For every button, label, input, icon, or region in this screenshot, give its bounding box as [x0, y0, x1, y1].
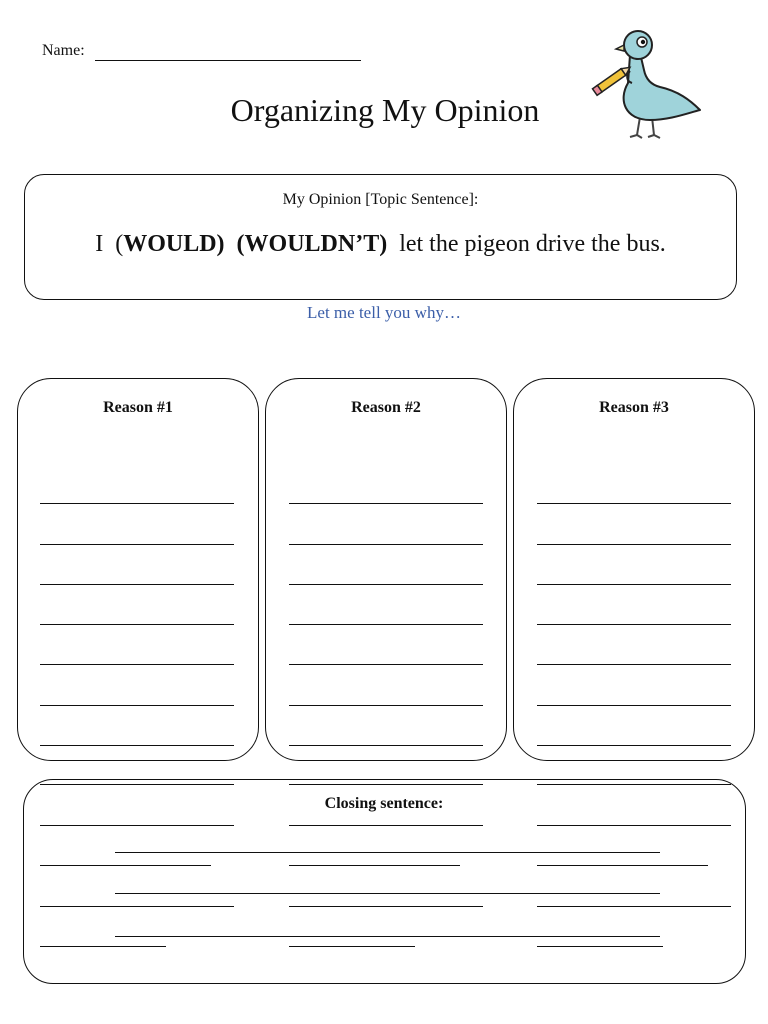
reason-title: Reason #1	[103, 399, 173, 416]
write-line[interactable]	[289, 825, 483, 826]
write-line[interactable]	[40, 503, 234, 504]
write-line[interactable]	[289, 624, 483, 625]
write-line[interactable]	[537, 865, 708, 866]
option-wouldnt[interactable]: (WOULDN’T)	[236, 231, 388, 257]
write-line[interactable]	[289, 705, 483, 706]
write-line[interactable]	[537, 784, 731, 785]
write-line[interactable]	[289, 906, 483, 907]
write-line[interactable]	[40, 745, 234, 746]
write-line[interactable]	[289, 865, 460, 866]
opinion-label: My Opinion [Topic Sentence]:	[282, 191, 479, 208]
write-line[interactable]	[289, 745, 483, 746]
write-line[interactable]	[537, 584, 731, 585]
write-line[interactable]	[40, 784, 234, 785]
reason-box-2	[265, 378, 507, 761]
closing-label: Closing sentence:	[324, 795, 444, 812]
write-line[interactable]	[40, 624, 234, 625]
write-line[interactable]	[115, 893, 660, 894]
topic-sentence	[25, 231, 736, 258]
write-line[interactable]	[40, 584, 234, 585]
page-title: Organizing My Opinion	[230, 92, 540, 128]
write-line[interactable]	[289, 946, 415, 947]
opinion-box	[24, 174, 737, 300]
sentence-prefix: I (	[95, 231, 124, 257]
name-write-line[interactable]	[95, 60, 361, 61]
write-line[interactable]	[537, 664, 731, 665]
write-line[interactable]	[40, 664, 234, 665]
write-line[interactable]	[537, 705, 731, 706]
write-line[interactable]	[537, 745, 731, 746]
option-would[interactable]: WOULD)	[123, 231, 225, 257]
write-line[interactable]	[40, 544, 234, 545]
write-line[interactable]	[40, 825, 234, 826]
pigeon-icon	[590, 25, 705, 145]
write-line[interactable]	[115, 852, 660, 853]
write-line[interactable]	[289, 784, 483, 785]
write-line[interactable]	[40, 705, 234, 706]
write-line[interactable]	[115, 936, 660, 937]
sentence-suffix: let the pigeon drive the bus.	[399, 231, 666, 257]
write-line[interactable]	[537, 544, 731, 545]
write-line[interactable]	[537, 825, 731, 826]
write-line[interactable]	[289, 503, 483, 504]
write-line[interactable]	[289, 664, 483, 665]
write-line[interactable]	[537, 624, 731, 625]
write-line[interactable]	[537, 946, 663, 947]
reason-box-3	[513, 378, 755, 761]
write-line[interactable]	[289, 544, 483, 545]
reason-title: Reason #2	[351, 399, 421, 416]
write-line[interactable]	[40, 946, 166, 947]
write-line[interactable]	[537, 503, 731, 504]
transition-text: Let me tell you why…	[307, 303, 461, 322]
reason-box-1	[17, 378, 259, 761]
reason-title: Reason #3	[599, 399, 669, 416]
name-label: Name:	[42, 42, 85, 59]
write-line[interactable]	[537, 906, 731, 907]
write-line[interactable]	[289, 584, 483, 585]
write-line[interactable]	[40, 865, 211, 866]
write-line[interactable]	[40, 906, 234, 907]
